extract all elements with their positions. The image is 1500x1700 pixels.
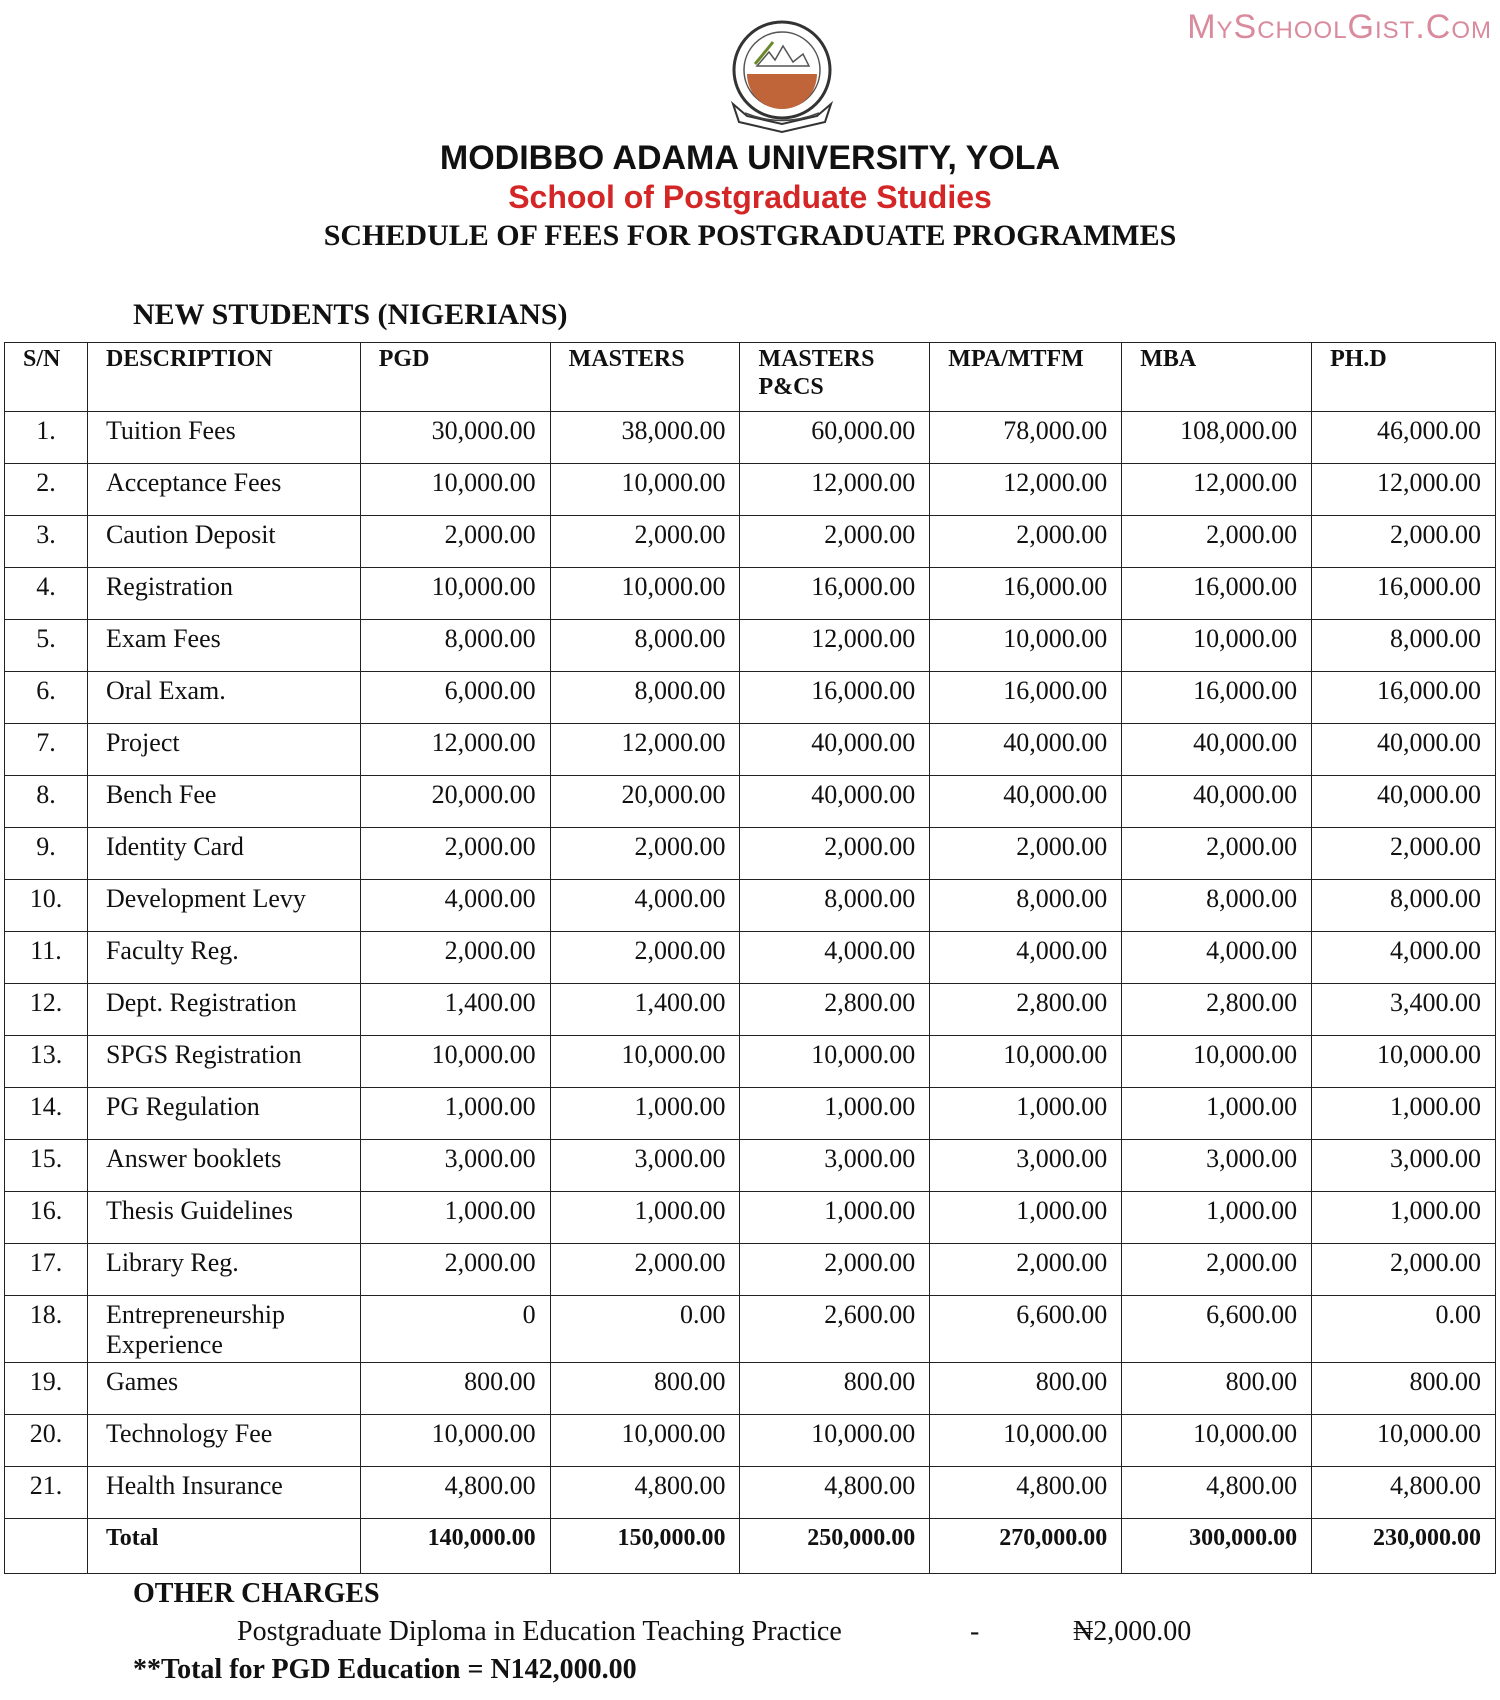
cell-masters: 8,000.00 [550, 620, 740, 672]
cell-mba: 16,000.00 [1122, 568, 1312, 620]
cell-phd: 4,000.00 [1312, 932, 1496, 984]
university-logo [725, 16, 840, 134]
row-sn: 1. [5, 412, 88, 464]
cell-mpa-mtfm: 2,000.00 [930, 516, 1122, 568]
cell-mpa-mtfm: 6,600.00 [930, 1296, 1122, 1363]
cell-phd: 16,000.00 [1312, 568, 1496, 620]
cell-pgd: 8,000.00 [360, 620, 550, 672]
cell-masters: 10,000.00 [550, 1415, 740, 1467]
row-sn: 6. [5, 672, 88, 724]
cell-pgd: 6,000.00 [360, 672, 550, 724]
cell-mpa-mtfm: 3,000.00 [930, 1140, 1122, 1192]
cell-mba: 4,000.00 [1122, 932, 1312, 984]
row-sn: 3. [5, 516, 88, 568]
row-description: Dept. Registration [87, 984, 360, 1036]
pgd-education-total: **Total for PGD Education = N142,000.00 [133, 1654, 637, 1685]
row-sn: 16. [5, 1192, 88, 1244]
cell-masters-pcs: 12,000.00 [740, 620, 930, 672]
table-row [5, 1296, 1496, 1363]
row-description: Registration [87, 568, 360, 620]
total-sn-empty [5, 1519, 88, 1574]
other-charges-item: Postgraduate Diploma in Education Teaching Practice [237, 1616, 842, 1647]
total-label: Total [87, 1519, 360, 1574]
cell-masters-pcs: 2,600.00 [740, 1296, 930, 1363]
row-description: Identity Card [87, 828, 360, 880]
cell-mpa-mtfm: 10,000.00 [930, 620, 1122, 672]
table-row [5, 932, 1496, 984]
table-row [5, 984, 1496, 1036]
table-header-row [5, 343, 1496, 412]
cell-phd: 3,000.00 [1312, 1140, 1496, 1192]
total-masters-pcs: 250,000.00 [740, 1519, 930, 1574]
row-description: Project [87, 724, 360, 776]
col-header-phd: PH.D [1312, 343, 1496, 412]
table-row [5, 880, 1496, 932]
cell-pgd: 4,800.00 [360, 1467, 550, 1519]
cell-phd: 800.00 [1312, 1363, 1496, 1415]
table-row [5, 724, 1496, 776]
cell-masters-pcs: 1,000.00 [740, 1088, 930, 1140]
cell-pgd: 2,000.00 [360, 1244, 550, 1296]
total-mpa-mtfm: 270,000.00 [930, 1519, 1122, 1574]
cell-masters-pcs: 3,000.00 [740, 1140, 930, 1192]
cell-masters: 20,000.00 [550, 776, 740, 828]
cell-masters: 12,000.00 [550, 724, 740, 776]
col-header-masters-pcs-line2: P&CS [758, 374, 824, 400]
cell-mba: 2,000.00 [1122, 516, 1312, 568]
col-header-masters-pcs-line1: MASTERS [758, 346, 875, 372]
table-row [5, 828, 1496, 880]
row-sn: 5. [5, 620, 88, 672]
col-header-sn: S/N [5, 343, 88, 412]
cell-masters: 38,000.00 [550, 412, 740, 464]
col-header-description: DESCRIPTION [87, 343, 360, 412]
cell-mba: 108,000.00 [1122, 412, 1312, 464]
cell-mpa-mtfm: 16,000.00 [930, 568, 1122, 620]
cell-phd: 4,800.00 [1312, 1467, 1496, 1519]
cell-mba: 3,000.00 [1122, 1140, 1312, 1192]
col-header-masters: MASTERS [550, 343, 740, 412]
cell-phd: 16,000.00 [1312, 672, 1496, 724]
cell-pgd: 1,000.00 [360, 1088, 550, 1140]
cell-pgd: 1,000.00 [360, 1192, 550, 1244]
row-sn: 12. [5, 984, 88, 1036]
cell-masters-pcs: 4,000.00 [740, 932, 930, 984]
cell-phd: 1,000.00 [1312, 1088, 1496, 1140]
cell-phd: 8,000.00 [1312, 620, 1496, 672]
cell-mba: 40,000.00 [1122, 724, 1312, 776]
row-description: Tuition Fees [87, 412, 360, 464]
cell-masters: 4,000.00 [550, 880, 740, 932]
cell-mba: 2,000.00 [1122, 1244, 1312, 1296]
row-description: Entrepreneurship Experience [87, 1296, 360, 1363]
cell-masters-pcs: 2,000.00 [740, 828, 930, 880]
cell-phd: 12,000.00 [1312, 464, 1496, 516]
cell-mba: 10,000.00 [1122, 620, 1312, 672]
cell-mba: 2,800.00 [1122, 984, 1312, 1036]
cell-masters: 0.00 [550, 1296, 740, 1363]
cell-mba: 1,000.00 [1122, 1192, 1312, 1244]
cell-phd: 2,000.00 [1312, 516, 1496, 568]
cell-masters-pcs: 1,000.00 [740, 1192, 930, 1244]
row-sn: 10. [5, 880, 88, 932]
cell-mpa-mtfm: 16,000.00 [930, 672, 1122, 724]
cell-masters-pcs: 8,000.00 [740, 880, 930, 932]
cell-mpa-mtfm: 1,000.00 [930, 1192, 1122, 1244]
cell-mpa-mtfm: 10,000.00 [930, 1036, 1122, 1088]
watermark: MySchoolGist.Com [1187, 8, 1492, 46]
cell-mba: 1,000.00 [1122, 1088, 1312, 1140]
cell-phd: 10,000.00 [1312, 1415, 1496, 1467]
cell-masters-pcs: 800.00 [740, 1363, 930, 1415]
cell-mpa-mtfm: 4,800.00 [930, 1467, 1122, 1519]
row-description: Faculty Reg. [87, 932, 360, 984]
cell-mpa-mtfm: 4,000.00 [930, 932, 1122, 984]
cell-mpa-mtfm: 2,000.00 [930, 828, 1122, 880]
cell-mpa-mtfm: 1,000.00 [930, 1088, 1122, 1140]
cell-masters: 2,000.00 [550, 932, 740, 984]
row-description: Games [87, 1363, 360, 1415]
row-description: SPGS Registration [87, 1036, 360, 1088]
cell-masters: 1,400.00 [550, 984, 740, 1036]
table-row [5, 464, 1496, 516]
section-title: NEW STUDENTS (NIGERIANS) [133, 298, 568, 331]
row-description: Answer booklets [87, 1140, 360, 1192]
cell-pgd: 2,000.00 [360, 932, 550, 984]
cell-masters-pcs: 10,000.00 [740, 1415, 930, 1467]
university-name: MODIBBO ADAMA UNIVERSITY, YOLA [439, 139, 1061, 177]
cell-masters: 10,000.00 [550, 1036, 740, 1088]
cell-phd: 0.00 [1312, 1296, 1496, 1363]
other-charges-dash: - [970, 1616, 980, 1647]
cell-mba: 16,000.00 [1122, 672, 1312, 724]
table-row [5, 568, 1496, 620]
row-description: Development Levy [87, 880, 360, 932]
table-row [5, 672, 1496, 724]
table-row [5, 1036, 1496, 1088]
table-row [5, 1088, 1496, 1140]
row-sn: 18. [5, 1296, 88, 1363]
cell-mba: 800.00 [1122, 1363, 1312, 1415]
row-sn: 9. [5, 828, 88, 880]
col-header-mpa-mtfm: MPA/MTFM [930, 343, 1122, 412]
cell-masters-pcs: 2,000.00 [740, 516, 930, 568]
cell-masters: 2,000.00 [550, 1244, 740, 1296]
table-row [5, 1192, 1496, 1244]
cell-mpa-mtfm: 2,800.00 [930, 984, 1122, 1036]
cell-phd: 10,000.00 [1312, 1036, 1496, 1088]
row-sn: 7. [5, 724, 88, 776]
cell-pgd: 30,000.00 [360, 412, 550, 464]
cell-mba: 10,000.00 [1122, 1036, 1312, 1088]
row-sn: 8. [5, 776, 88, 828]
cell-mpa-mtfm: 2,000.00 [930, 1244, 1122, 1296]
table-row [5, 1415, 1496, 1467]
cell-phd: 40,000.00 [1312, 776, 1496, 828]
row-sn: 11. [5, 932, 88, 984]
cell-mba: 10,000.00 [1122, 1415, 1312, 1467]
row-sn: 15. [5, 1140, 88, 1192]
cell-masters-pcs: 12,000.00 [740, 464, 930, 516]
cell-pgd: 1,400.00 [360, 984, 550, 1036]
cell-mpa-mtfm: 800.00 [930, 1363, 1122, 1415]
row-sn: 21. [5, 1467, 88, 1519]
cell-pgd: 4,000.00 [360, 880, 550, 932]
cell-mba: 12,000.00 [1122, 464, 1312, 516]
cell-mpa-mtfm: 40,000.00 [930, 724, 1122, 776]
row-sn: 14. [5, 1088, 88, 1140]
row-description: Technology Fee [87, 1415, 360, 1467]
row-sn: 4. [5, 568, 88, 620]
cell-pgd: 3,000.00 [360, 1140, 550, 1192]
cell-pgd: 12,000.00 [360, 724, 550, 776]
cell-masters-pcs: 16,000.00 [740, 672, 930, 724]
document-header [0, 138, 1500, 256]
cell-mba: 2,000.00 [1122, 828, 1312, 880]
row-sn: 20. [5, 1415, 88, 1467]
total-phd: 230,000.00 [1312, 1519, 1496, 1574]
row-description: Bench Fee [87, 776, 360, 828]
table-row [5, 776, 1496, 828]
cell-masters: 8,000.00 [550, 672, 740, 724]
table-row [5, 1244, 1496, 1296]
cell-mpa-mtfm: 78,000.00 [930, 412, 1122, 464]
cell-pgd: 2,000.00 [360, 516, 550, 568]
cell-pgd: 20,000.00 [360, 776, 550, 828]
other-charges-title: OTHER CHARGES [133, 1578, 380, 1609]
cell-pgd: 2,000.00 [360, 828, 550, 880]
col-header-masters-pcs [740, 343, 930, 412]
row-description: Health Insurance [87, 1467, 360, 1519]
cell-masters: 800.00 [550, 1363, 740, 1415]
cell-pgd: 10,000.00 [360, 568, 550, 620]
cell-mpa-mtfm: 40,000.00 [930, 776, 1122, 828]
cell-mba: 4,800.00 [1122, 1467, 1312, 1519]
cell-phd: 3,400.00 [1312, 984, 1496, 1036]
row-description: Exam Fees [87, 620, 360, 672]
cell-phd: 8,000.00 [1312, 880, 1496, 932]
row-sn: 17. [5, 1244, 88, 1296]
cell-masters-pcs: 40,000.00 [740, 776, 930, 828]
row-description: Acceptance Fees [87, 464, 360, 516]
cell-mpa-mtfm: 12,000.00 [930, 464, 1122, 516]
cell-mpa-mtfm: 10,000.00 [930, 1415, 1122, 1467]
row-sn: 13. [5, 1036, 88, 1088]
fees-table [4, 342, 1496, 1574]
cell-mba: 8,000.00 [1122, 880, 1312, 932]
total-mba: 300,000.00 [1122, 1519, 1312, 1574]
table-row [5, 1467, 1496, 1519]
row-description: Caution Deposit [87, 516, 360, 568]
cell-phd: 46,000.00 [1312, 412, 1496, 464]
cell-masters-pcs: 10,000.00 [740, 1036, 930, 1088]
cell-masters: 4,800.00 [550, 1467, 740, 1519]
cell-masters: 10,000.00 [550, 568, 740, 620]
cell-phd: 2,000.00 [1312, 1244, 1496, 1296]
table-row [5, 1140, 1496, 1192]
cell-pgd: 800.00 [360, 1363, 550, 1415]
other-charges-amount: ₦2,000.00 [1073, 1616, 1192, 1647]
cell-masters-pcs: 4,800.00 [740, 1467, 930, 1519]
cell-mba: 6,600.00 [1122, 1296, 1312, 1363]
cell-masters: 10,000.00 [550, 464, 740, 516]
cell-masters-pcs: 60,000.00 [740, 412, 930, 464]
table-row [5, 1363, 1496, 1415]
cell-masters-pcs: 2,000.00 [740, 1244, 930, 1296]
cell-pgd: 10,000.00 [360, 1415, 550, 1467]
table-row [5, 516, 1496, 568]
cell-phd: 1,000.00 [1312, 1192, 1496, 1244]
col-header-pgd: PGD [360, 343, 550, 412]
cell-masters: 2,000.00 [550, 516, 740, 568]
cell-pgd: 0 [360, 1296, 550, 1363]
cell-masters: 3,000.00 [550, 1140, 740, 1192]
row-description: Oral Exam. [87, 672, 360, 724]
row-description: PG Regulation [87, 1088, 360, 1140]
cell-masters: 2,000.00 [550, 828, 740, 880]
table-row [5, 412, 1496, 464]
cell-masters-pcs: 40,000.00 [740, 724, 930, 776]
school-name: School of Postgraduate Studies [508, 179, 992, 215]
table-row [5, 620, 1496, 672]
cell-pgd: 10,000.00 [360, 1036, 550, 1088]
cell-phd: 2,000.00 [1312, 828, 1496, 880]
row-description: Thesis Guidelines [87, 1192, 360, 1244]
col-header-mba: MBA [1122, 343, 1312, 412]
total-row [5, 1519, 1496, 1574]
cell-pgd: 10,000.00 [360, 464, 550, 516]
cell-masters-pcs: 16,000.00 [740, 568, 930, 620]
cell-mba: 40,000.00 [1122, 776, 1312, 828]
cell-phd: 40,000.00 [1312, 724, 1496, 776]
cell-mpa-mtfm: 8,000.00 [930, 880, 1122, 932]
schedule-title: SCHEDULE OF FEES FOR POSTGRADUATE PROGRAMMES [323, 219, 1177, 252]
cell-masters: 1,000.00 [550, 1088, 740, 1140]
row-sn: 2. [5, 464, 88, 516]
cell-masters-pcs: 2,800.00 [740, 984, 930, 1036]
row-description: Library Reg. [87, 1244, 360, 1296]
total-pgd: 140,000.00 [360, 1519, 550, 1574]
cell-masters: 1,000.00 [550, 1192, 740, 1244]
row-sn: 19. [5, 1363, 88, 1415]
total-masters: 150,000.00 [550, 1519, 740, 1574]
